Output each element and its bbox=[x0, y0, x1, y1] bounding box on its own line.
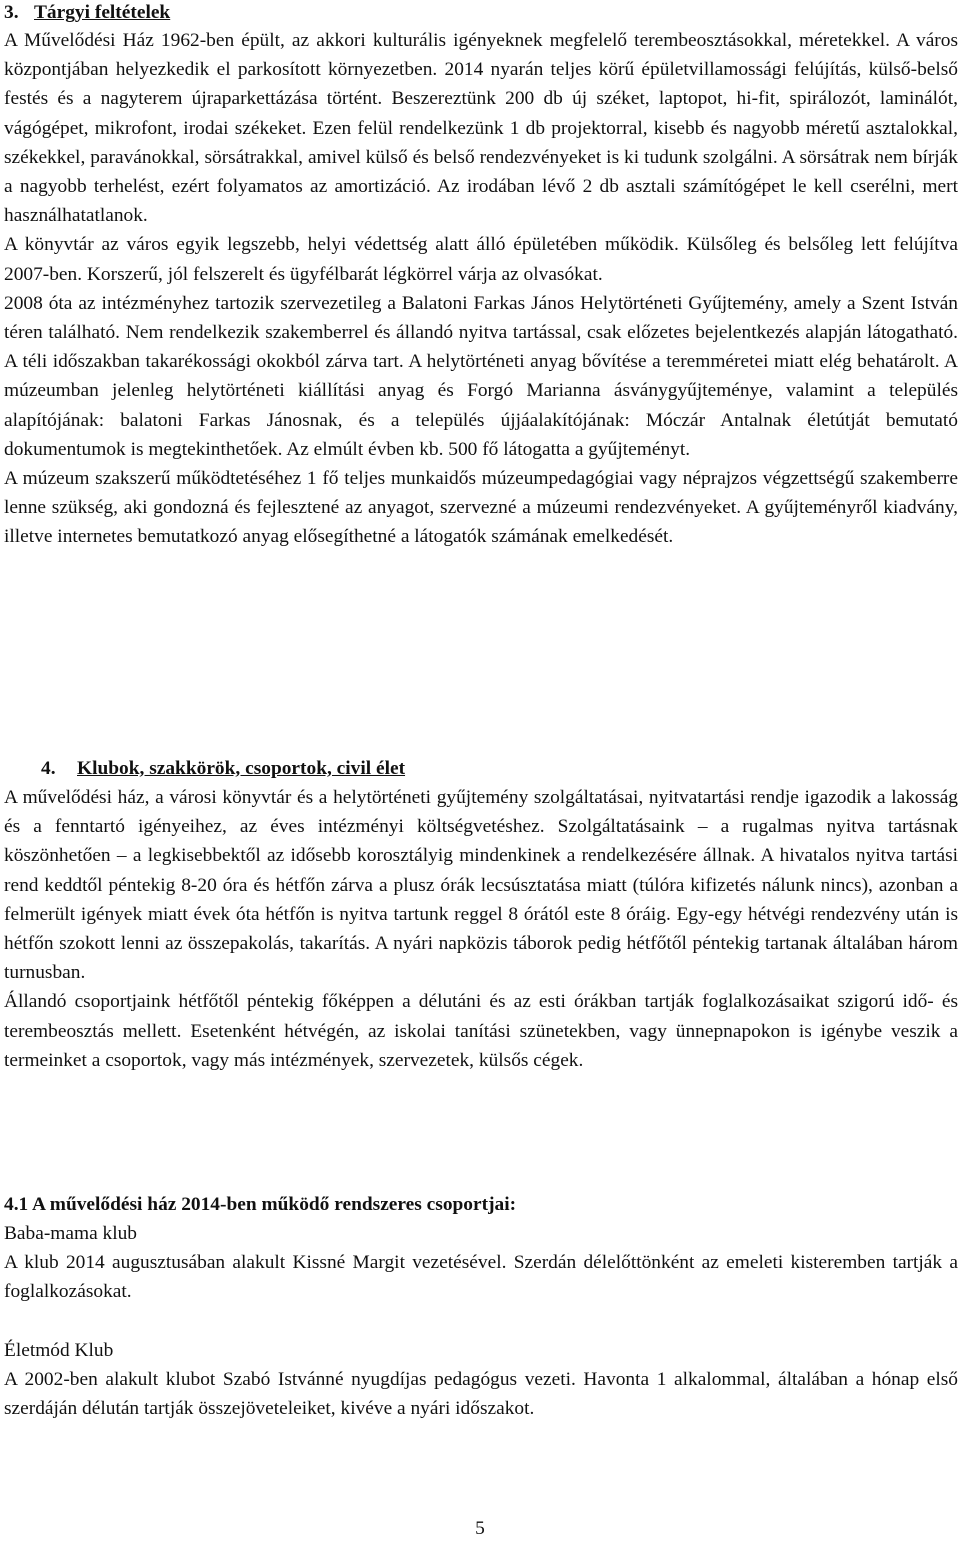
section-3-body bbox=[4, 26, 958, 552]
club-eletmod bbox=[4, 1336, 958, 1424]
club-name: Életmód Klub bbox=[4, 1340, 114, 1361]
section-4-number: 4. bbox=[41, 758, 56, 779]
section-4-heading bbox=[41, 754, 405, 783]
section-4-paragraph-1: A művelődési ház, a városi könyvtár és a helytörténeti gyűjtemény szolgáltatásai, nyitvatartási rendje igazodik a lakosság és a fenntartó igényeihez, az éves intézményi költségvetéshez. Szolgáltatásaink – a rugalmas nyitva tartásnak köszönhetően – a legkisebbektől az idősebb korosztályig mindenkinek a rendelkezésére állnak. A hivatalos nyitva tartási rend keddtől péntekig 8-20 óra és hétfőn zárva a plusz órák lecsúsztatása miatt (túlóra kifizetés nálunk nincs), azonban a felmerült igények miatt évek óta hétfőn is nyitva tartunk reggel 8 órától este 8 óráig. Egy-egy hétvégi rendezvény után is hétfőn szokott lenni az összepakolás, takarítás. A nyári napközis táborok pedig hétfőtől péntekig tartanak általában három turnusban. bbox=[4, 787, 958, 984]
section-3-paragraph-2: A könyvtár az város egyik legszebb, helyi védettség alatt álló épületében működik. Külsőleg és belsőleg lett felújítva 2007-ben. Korszerű, jól felszerelt és ügyfélbarát légkörrel várja az olvasókat. bbox=[4, 234, 958, 285]
section-4-title: Klubok, szakkörök, csoportok, civil élet bbox=[77, 758, 406, 779]
section-4-body bbox=[4, 783, 958, 1075]
section-3-title: Tárgyi feltételek bbox=[34, 2, 171, 23]
section-3-paragraph-4: A múzeum szakszerű működtetéséhez 1 fő teljes munkaidős múzeumpedagógiai vagy néprajzos végzettségű szakemberre lenne szükség, aki gondozná és fejlesztené az anyagot, szervezné a múzeumi rendezvényeket. A gyűjteményről kiadvány, illetve internetes bemutatkozó anyag elősegíthetné a látogatók számának emelkedését. bbox=[4, 468, 958, 548]
section-3-paragraph-3: 2008 óta az intézményhez tartozik szervezetileg a Balatoni Farkas János Helytörténeti Gyűjtemény, amely a Szent István téren található. Nem rendelkezik szakemberrel és állandó nyitva tartással, csak előzetes bejelentkezés alapján látogatható. A téli időszakban takarékossági okokból zárva tart. A helytörténeti anyag bővítése a teremméretei miatt elég behatárolt. A múzeumban jelenleg helytörténeti kiállítási anyag és Forgó Marianna ásványgyűjteménye, valamint a település alapítójának: balatoni Farkas Jánosnak, és a település újjáalakítójának: Móczár Antalnak életútját bemutató dokumentumok is megtekinthetőek. Az elmúlt évben kb. 500 fő látogatta a gyűjteményt. bbox=[4, 292, 958, 460]
section-4-paragraph-2: Állandó csoportjaink hétfőtől péntekig főképpen a délutáni és az esti órákban tartják foglalkozásaikat szigorú idő- és terembeosztás mellett. Esetenként hétvégén, az iskolai tanítási szünetekben, vagy ünnepnapokon is igénybe veszik a termeinket a csoportok, vagy más intézmények, szervezetek, külsős cégek. bbox=[4, 991, 958, 1071]
page-number: 5 bbox=[475, 1518, 485, 1539]
section-3-number: 3. bbox=[4, 2, 19, 23]
club-description: A klub 2014 augusztusában alakult Kissné Margit vezetésével. Szerdán délelőttönként az emeleti kisteremben tartják a foglalkozásokat. bbox=[4, 1252, 958, 1303]
section-4-1-heading: 4.1 A művelődési ház 2014-ben működő rendszeres csoportjai: bbox=[4, 1194, 517, 1215]
club-description: A 2002-ben alakult klubot Szabó Istvánné nyugdíjas pedagógus vezeti. Havonta 1 alkalommal, általában a hónap első szerdáján délután tartják összejöveteleiket, kivéve a nyári időszakot. bbox=[4, 1369, 958, 1420]
club-name: Baba-mama klub bbox=[4, 1223, 137, 1244]
club-baba-mama bbox=[4, 1219, 958, 1307]
section-3-heading bbox=[4, 0, 170, 26]
section-3-paragraph-1: A Művelődési Ház 1962-ben épült, az akkori kulturális igényeknek megfelelő terembeosztásokkal, méretekkel. A város központjában helyezkedik el parkosított környezetben. 2014 nyarán teljes körű épületvillamossági felújítás, külső-belső festés és a nagyterem újraparkettázása történt. Beszereztünk 200 db új széket, laptopot, hi-fit, spirálozót, laminálót, vágógépet, mikrofont, irodai székeket. Ezen felül rendelkezünk 1 db projektorral, kisebb és nagyobb méretű asztalokkal, székekkel, paravánokkal, sörsátrakkal, amivel külső és belső rendezvényeket is ki tudunk szolgálni. A sörsátrak nem bírják a nagyobb terhelést, ezért folyamatos az amortizáció. Az irodában lévő 2 db asztali számítógépet le kell cserélni, mert használhatatlanok. bbox=[4, 30, 958, 227]
